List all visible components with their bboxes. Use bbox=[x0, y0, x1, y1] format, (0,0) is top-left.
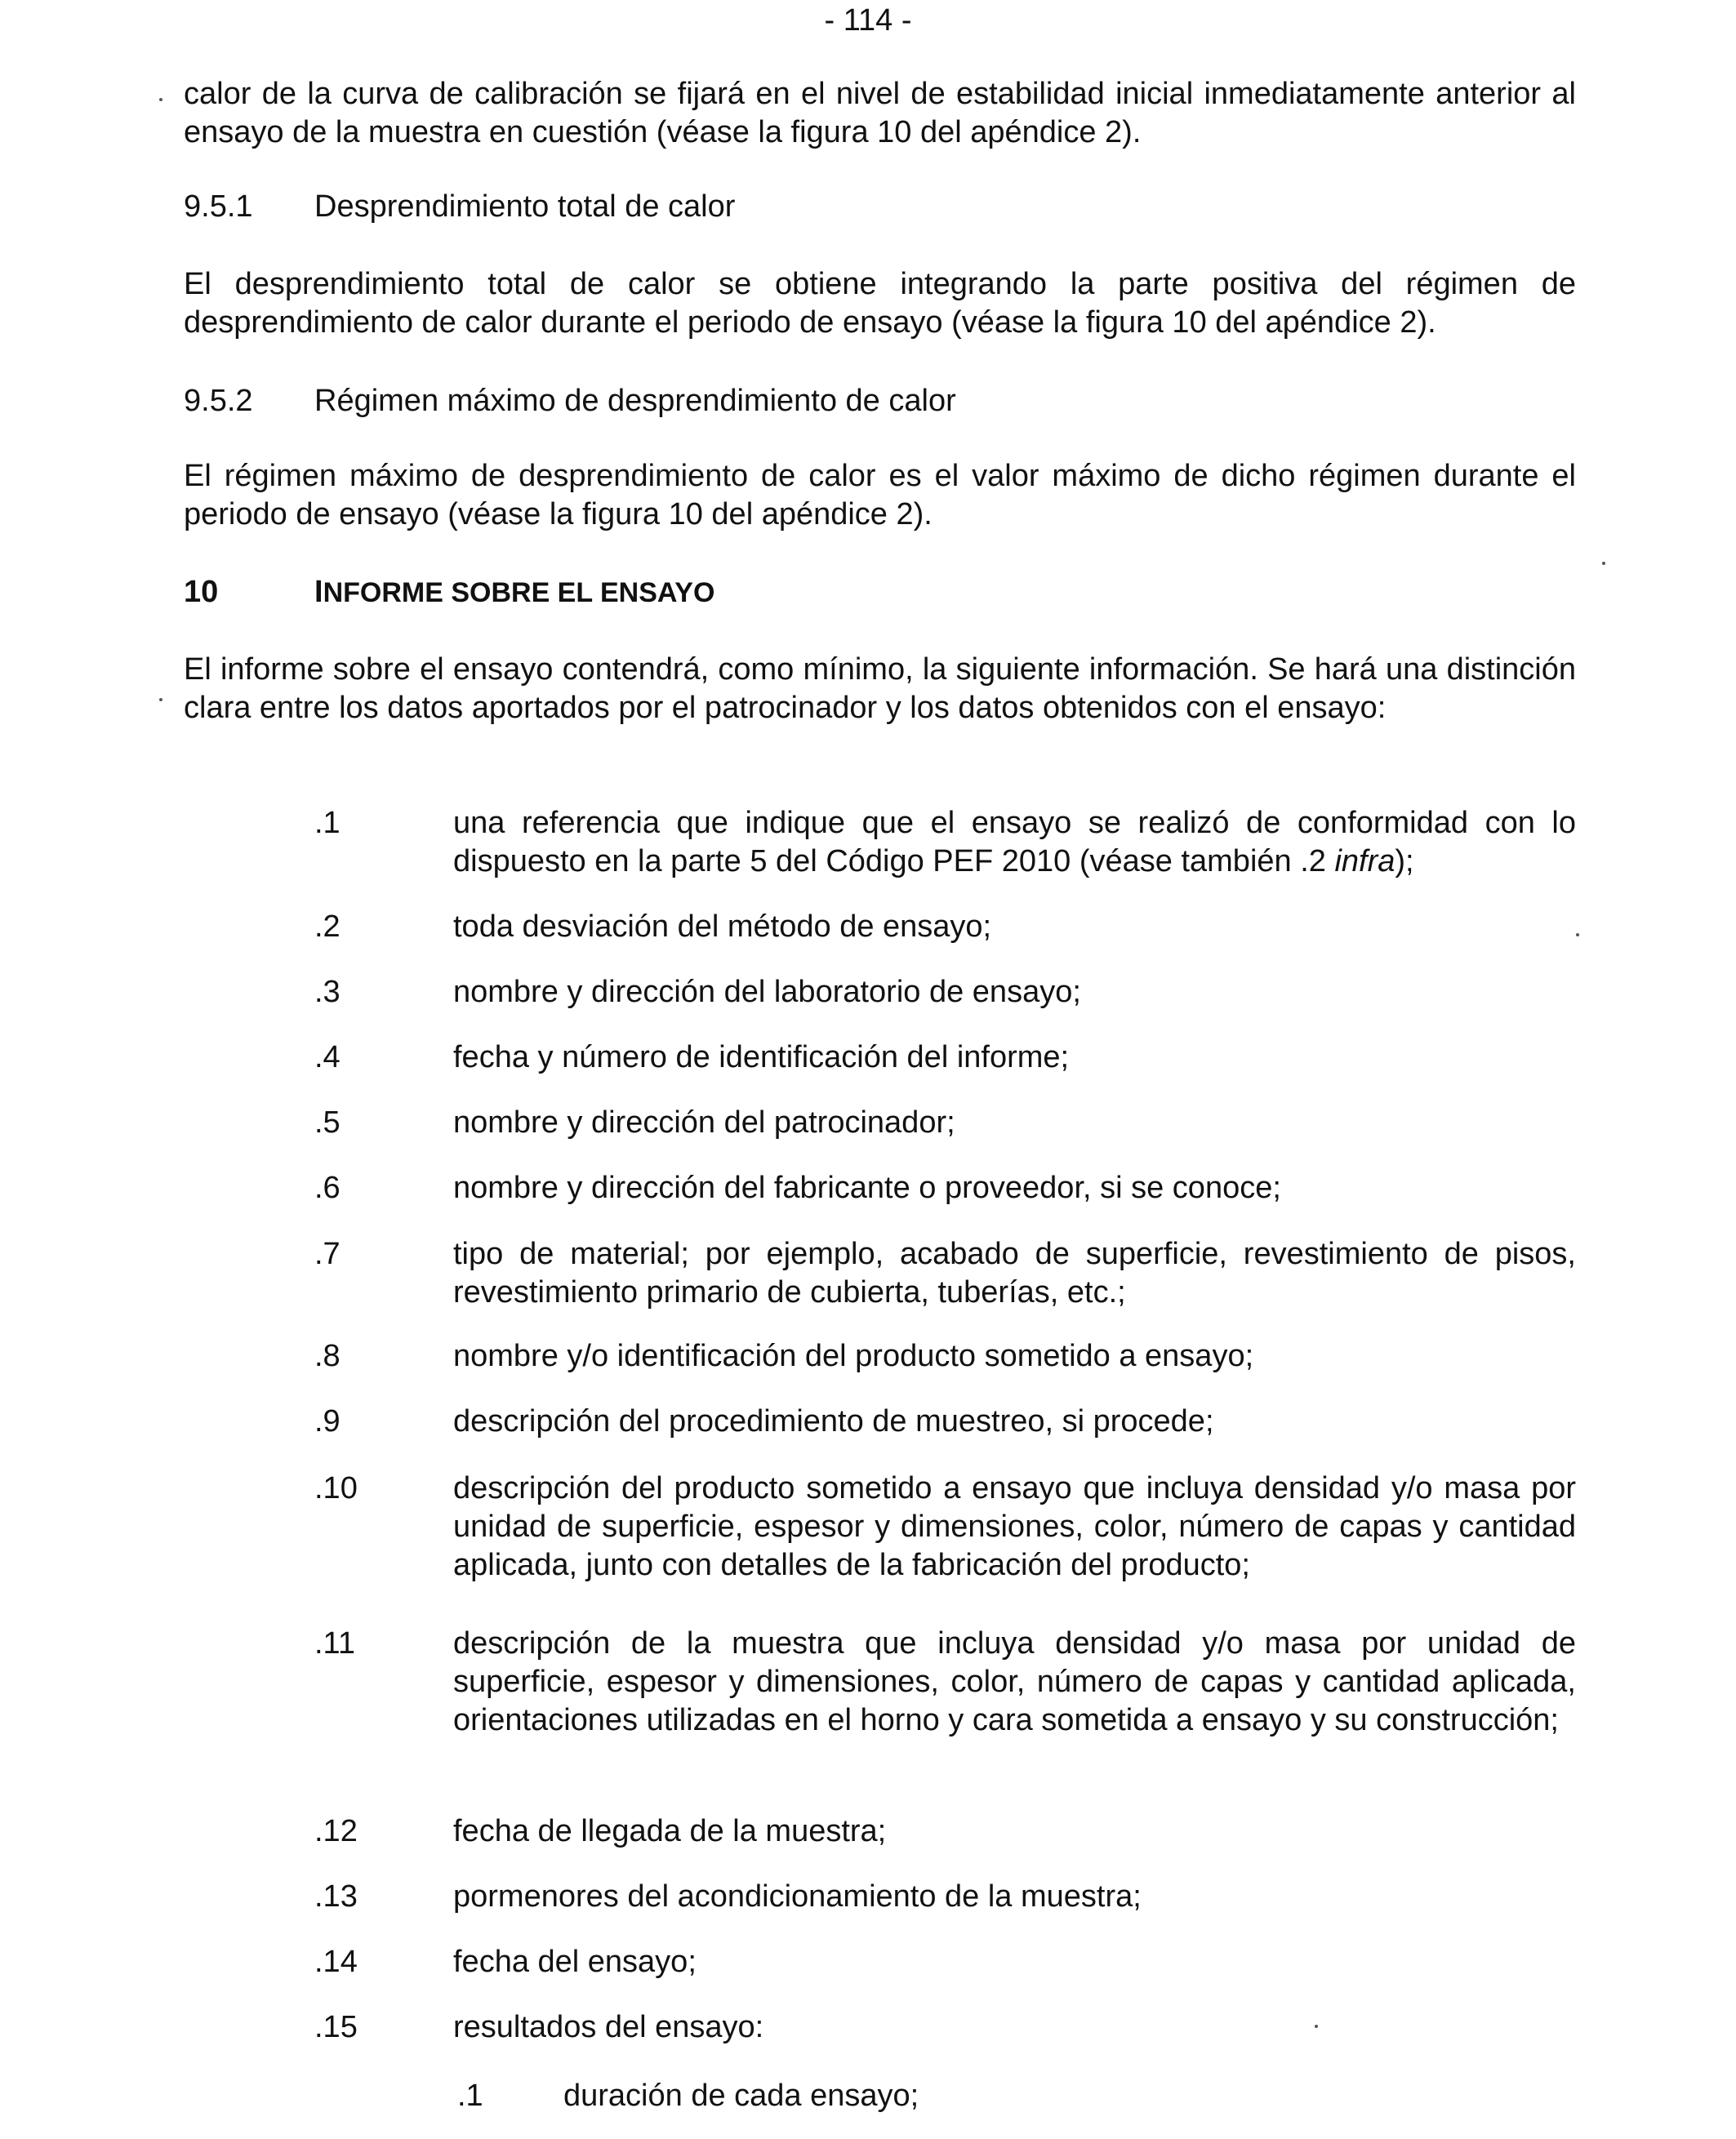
list-item-text: nombre y dirección del fabricante o proveedor, si se conoce; bbox=[453, 1171, 1281, 1205]
list-item-number: .7 bbox=[314, 1237, 341, 1271]
section-title: Desprendimiento total de calor bbox=[314, 189, 736, 224]
list-item-number: .15 bbox=[314, 2010, 358, 2044]
scan-speck bbox=[159, 98, 162, 101]
section-9-5-2-body: El régimen máximo de desprendimiento de calor es el valor máximo de dicho régimen durante el periodo de ensayo (véase la figura 10 del apéndice 2). bbox=[184, 459, 1576, 531]
list-item-text: descripción del procedimiento de muestreo, si procede; bbox=[453, 1404, 1214, 1439]
list-item bbox=[314, 1169, 1576, 1207]
list-item bbox=[314, 1812, 1576, 1851]
section-10-body: El informe sobre el ensayo contendrá, como mínimo, la siguiente información. Se hará una distinción clara entre los datos aportados por el patrocinador y los datos obtenidos con el ensayo: bbox=[184, 652, 1576, 725]
scan-speck bbox=[1602, 562, 1605, 565]
list-item-number: .14 bbox=[314, 1945, 358, 1979]
section-number: 9.5.2 bbox=[184, 384, 253, 418]
list-item-number: .6 bbox=[314, 1171, 341, 1205]
intro-paragraph: calor de la curva de calibración se fijará en el nivel de estabilidad inicial inmediatamente anterior al ensayo de la muestra en cuestión (véase la figura 10 del apéndice 2). bbox=[184, 77, 1576, 149]
scan-speck bbox=[1315, 2025, 1318, 2028]
list-item bbox=[314, 1943, 1576, 1981]
list-item bbox=[314, 2008, 1576, 2047]
list-item-text: nombre y/o identificación del producto sometido a ensayo; bbox=[453, 1339, 1254, 1373]
list-item bbox=[314, 1878, 1576, 1916]
list-item-number: .8 bbox=[314, 1339, 341, 1373]
scan-speck bbox=[1576, 933, 1579, 936]
list-item-number: .3 bbox=[314, 975, 341, 1009]
list-item bbox=[314, 973, 1576, 1012]
list-item-number: .1 bbox=[457, 2079, 483, 2113]
list-item-text: tipo de material; por ejemplo, acabado de superficie, revestimiento de pisos, revestimiento primario de cubierta, tuberías, etc.; bbox=[453, 1237, 1576, 1310]
list-item-number: .5 bbox=[314, 1105, 341, 1140]
list-item-text: descripción de la muestra que incluya densidad y/o masa por unidad de superficie, espesor y dimensiones, color, número de capas y cantidad aplicada, orientaciones utilizadas en el horno y cara sometida a ensayo y su construcción; bbox=[453, 1626, 1576, 1737]
section-heading-9-5-2 bbox=[184, 382, 956, 420]
list-item-text: una referencia que indique que el ensayo se realizó de conformidad con lo dispuesto en la parte 5 del Código PEF 2010 (véase también .2 infra); bbox=[453, 806, 1576, 878]
list-item-number: .1 bbox=[314, 806, 341, 840]
list-item-number: .13 bbox=[314, 1879, 358, 1914]
list-item bbox=[314, 1038, 1576, 1077]
list-item-number: .10 bbox=[314, 1471, 358, 1505]
section-heading-9-5-1 bbox=[184, 188, 735, 226]
list-item-number: .4 bbox=[314, 1040, 341, 1074]
list-item-text: nombre y dirección del patrocinador; bbox=[453, 1105, 955, 1140]
section-number: 10 bbox=[184, 575, 219, 609]
list-item bbox=[314, 1337, 1576, 1376]
list-item-text: pormenores del acondicionamiento de la muestra; bbox=[453, 1879, 1142, 1914]
section-title: INFORME SOBRE EL ENSAYO bbox=[314, 575, 715, 609]
list-item bbox=[314, 1104, 1576, 1142]
list-item-number: .11 bbox=[314, 1626, 356, 1661]
section-title: Régimen máximo de desprendimiento de calor bbox=[314, 384, 956, 418]
list-item bbox=[314, 908, 1576, 946]
list-item-text: nombre y dirección del laboratorio de ensayo; bbox=[453, 975, 1081, 1009]
list-item-number: .9 bbox=[314, 1404, 341, 1439]
list-item bbox=[314, 1403, 1576, 1441]
list-item-number: .2 bbox=[314, 909, 341, 944]
list-item-text: fecha y número de identificación del informe; bbox=[453, 1040, 1070, 1074]
list-item-text: resultados del ensayo: bbox=[453, 2010, 764, 2044]
list-item bbox=[314, 1470, 1576, 1585]
section-9-5-1-body: El desprendimiento total de calor se obtiene integrando la parte positiva del régimen de desprendimiento de calor durante el periodo de ensayo (véase la figura 10 del apéndice 2). bbox=[184, 267, 1576, 340]
list-item-text: fecha del ensayo; bbox=[453, 1945, 697, 1979]
scan-speck bbox=[159, 698, 162, 701]
page-number: - 114 - bbox=[824, 3, 912, 38]
sub-list-item bbox=[457, 2077, 1576, 2115]
section-heading-10 bbox=[184, 573, 714, 612]
list-item-text: fecha de llegada de la muestra; bbox=[453, 1814, 887, 1848]
list-item-text: descripción del producto sometido a ensayo que incluya densidad y/o masa por unidad de superficie, espesor y dimensiones, color, número de capas y cantidad aplicada, junto con detalles de la fabricación del producto; bbox=[453, 1471, 1576, 1582]
list-item-text: duración de cada ensayo; bbox=[563, 2079, 919, 2113]
list-item bbox=[314, 1625, 1576, 1740]
section-number: 9.5.1 bbox=[184, 189, 253, 224]
list-item-text: toda desviación del método de ensayo; bbox=[453, 909, 992, 944]
list-item bbox=[314, 1235, 1576, 1312]
list-item-number: .12 bbox=[314, 1814, 358, 1848]
list-item bbox=[314, 804, 1576, 881]
